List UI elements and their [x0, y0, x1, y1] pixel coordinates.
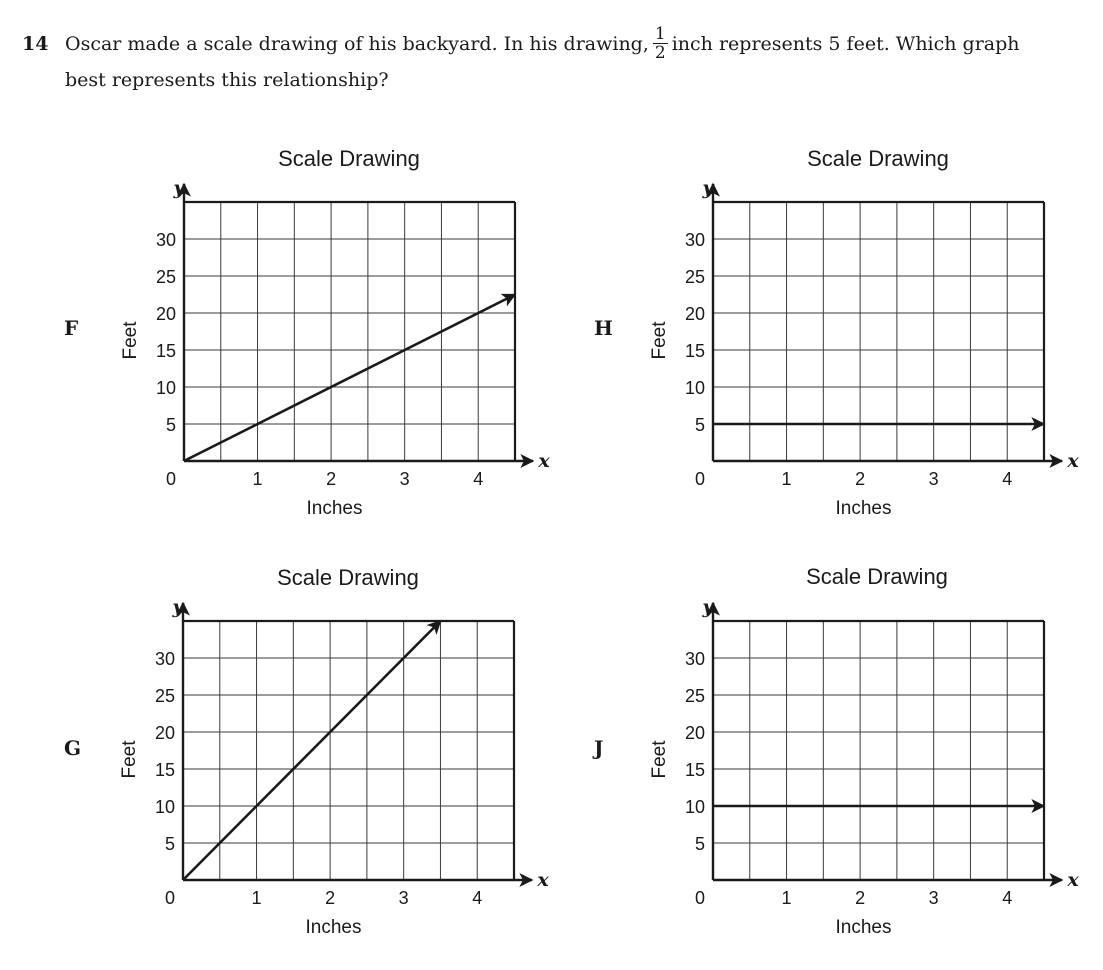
y-tick-label: 5	[165, 415, 176, 435]
x-tick-label: 3	[399, 469, 410, 489]
x-tick-label: 1	[251, 888, 262, 908]
question-number: 14	[22, 33, 49, 55]
y-axis-variable: y	[702, 177, 714, 199]
y-axis-variable: y	[172, 596, 184, 618]
y-axis-variable: y	[702, 596, 714, 618]
y-axis-label: Feet	[120, 321, 141, 360]
x-axis-variable: x	[1067, 869, 1079, 891]
question-text-after-fraction: inch represents 5 feet. Which graph	[671, 33, 1020, 55]
x-tick-label: 3	[928, 469, 939, 489]
x-tick-label: 4	[1002, 888, 1013, 908]
y-tick-label: 15	[154, 760, 175, 780]
x-axis-variable: x	[1067, 450, 1079, 472]
y-tick-label: 30	[155, 230, 176, 250]
y-tick-label: 10	[155, 378, 176, 398]
y-tick-label: 5	[694, 415, 705, 435]
x-tick-label: 0	[694, 469, 706, 489]
y-tick-label: 25	[684, 267, 705, 287]
x-tick-label: 4	[472, 888, 483, 908]
y-tick-label: 5	[694, 834, 705, 854]
x-tick-label: 4	[1002, 469, 1013, 489]
y-axis-label: Feet	[119, 740, 140, 779]
x-tick-label: 2	[855, 469, 866, 489]
y-tick-label: 25	[154, 686, 175, 706]
y-tick-label: 10	[154, 797, 175, 817]
y-tick-label: 5	[164, 834, 175, 854]
option-letter: H	[594, 316, 613, 340]
fraction-numerator: 1	[654, 23, 666, 44]
y-tick-label: 15	[155, 341, 176, 361]
y-tick-label: 15	[684, 341, 705, 361]
y-axis-variable: y	[173, 177, 185, 199]
y-tick-label: 20	[155, 304, 176, 324]
chart-title: Scale Drawing	[807, 146, 949, 171]
x-tick-label: 1	[252, 469, 263, 489]
y-tick-label: 10	[684, 797, 705, 817]
y-tick-label: 25	[155, 267, 176, 287]
x-axis-label: Inches	[306, 498, 363, 519]
y-tick-label: 30	[684, 230, 705, 250]
x-tick-label: 3	[928, 888, 939, 908]
y-tick-label: 20	[154, 723, 175, 743]
option-letter: J	[594, 736, 604, 760]
y-tick-label: 20	[684, 304, 705, 324]
x-axis-variable: x	[537, 869, 549, 891]
y-tick-label: 30	[684, 649, 705, 669]
y-tick-label: 25	[684, 686, 705, 706]
question-text-before-fraction: Oscar made a scale drawing of his backyard. In his drawing,	[65, 33, 649, 55]
fraction-denominator: 2	[654, 42, 666, 63]
x-tick-label: 2	[855, 888, 866, 908]
y-tick-label: 20	[684, 723, 705, 743]
x-tick-label: 4	[473, 469, 484, 489]
grid	[713, 621, 1044, 880]
y-axis-label: Feet	[649, 740, 670, 779]
option-letter: G	[64, 736, 82, 760]
x-axis-label: Inches	[305, 917, 362, 938]
x-axis-variable: x	[538, 450, 550, 472]
x-tick-label: 1	[781, 469, 792, 489]
y-tick-label: 10	[684, 378, 705, 398]
x-tick-label: 2	[326, 469, 337, 489]
option-letter: F	[64, 316, 79, 340]
x-tick-label: 0	[164, 888, 176, 908]
x-tick-label: 0	[165, 469, 177, 489]
x-tick-label: 0	[694, 888, 706, 908]
chart-title: Scale Drawing	[277, 565, 419, 590]
x-tick-label: 1	[781, 888, 792, 908]
y-tick-label: 15	[684, 760, 705, 780]
x-axis-label: Inches	[835, 498, 892, 519]
y-tick-label: 30	[154, 649, 175, 669]
y-axis-label: Feet	[649, 321, 670, 360]
x-axis-label: Inches	[835, 917, 892, 938]
x-tick-label: 2	[325, 888, 336, 908]
x-tick-label: 3	[398, 888, 409, 908]
chart-title: Scale Drawing	[806, 564, 948, 589]
chart-title: Scale Drawing	[278, 146, 420, 171]
question-line-2: best represents this relationship?	[65, 69, 389, 91]
